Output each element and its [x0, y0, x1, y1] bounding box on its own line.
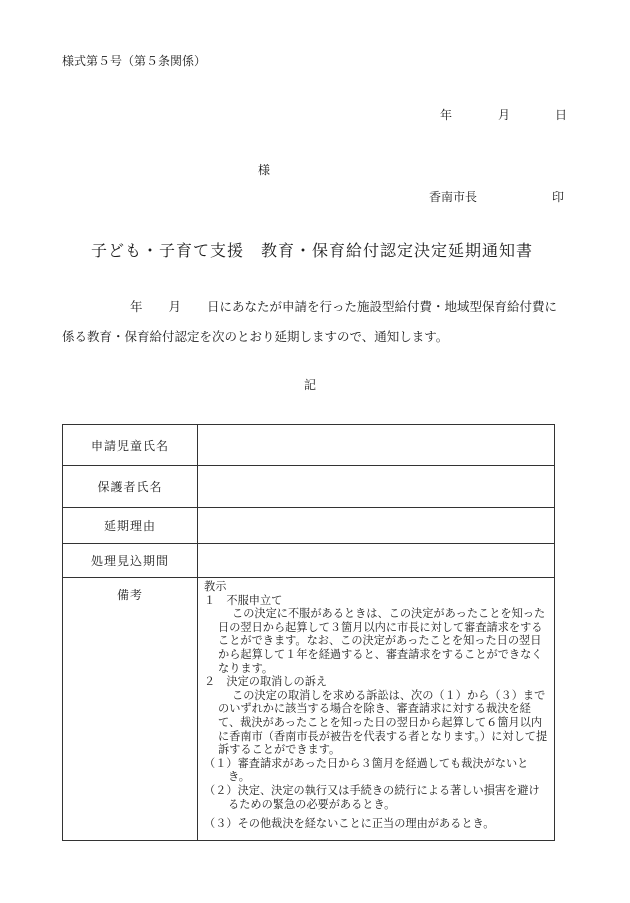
guardian-name-label: 保護者氏名 — [63, 466, 198, 508]
table-row — [63, 544, 555, 578]
section-2-body: この決定の取消しを求める訴訟は、次の（１）から（３）までのいずれかに該当する場合を除き、審査請求に対する裁決を経て、裁決があったことを知った日の翌日から起算して６箇月以内に香南市（香南市長が被告を代表する者となります。）に対して提訴することができます。 — [218, 688, 548, 757]
condition-item-2: （２）決定、決定の執行又は手続きの続行による著しい損害を避けるための緊急の必要があるとき。 — [204, 783, 540, 811]
section-2-title: ２ 決定の取消しの訴え — [204, 675, 328, 689]
document-title: 子ども・子育て支援 教育・保育給付認定決定延期通知書 — [91, 241, 534, 260]
form-number: 様式第５号（第５条関係） — [62, 54, 207, 68]
condition-item-3: （３）その他裁決を経ないことに正当の理由があるとき。 — [204, 817, 495, 831]
date-day-label: 日 — [555, 108, 568, 122]
date-month-label: 月 — [498, 108, 511, 122]
section-1-title: １ 不服申立て — [204, 593, 283, 607]
instructions-heading: 教示 — [204, 580, 227, 593]
issuer-name: 香南市長 — [429, 190, 478, 204]
table-row — [63, 508, 555, 544]
applicant-child-name-value — [198, 425, 555, 466]
seal-mark: 印 — [552, 190, 565, 204]
section-1-body: この決定に不服があるときは、この決定があったことを知った日の翌日から起算して３箇月以内に市長に対して審査請求をすることができます。なお、この決定があったことを知った日の翌日から起算して１年を経過すると、審査請求をすることができなくなります。 — [218, 607, 546, 675]
postponement-reason-label: 延期理由 — [63, 508, 198, 544]
intro-year-label: 年 — [130, 299, 143, 314]
remarks-content — [198, 578, 555, 841]
remarks-label: 備考 — [63, 578, 198, 841]
ki-heading: 記 — [304, 378, 317, 392]
intro-body: 日にあなたが申請を行った施設型給付費・地域型保育給付費に係る教育・保育給付認定を次のとおり延期しますので、通知します。 — [62, 299, 558, 344]
details-table — [62, 424, 555, 841]
table-row — [63, 466, 555, 508]
applicant-child-name-label: 申請児童氏名 — [63, 425, 198, 466]
addressee-suffix: 様 — [258, 163, 271, 177]
processing-period-label: 処理見込期間 — [63, 544, 198, 578]
condition-item-1: （１）審査請求があった日から３箇月を経過しても裁決がないとき。 — [204, 756, 529, 784]
table-row — [63, 578, 555, 841]
intro-paragraph — [62, 292, 568, 352]
guardian-name-value — [198, 466, 555, 508]
intro-month-label: 月 — [168, 299, 182, 314]
table-row — [63, 425, 555, 466]
date-year-label: 年 — [440, 108, 453, 122]
instructions-block — [198, 578, 554, 835]
processing-period-value — [198, 544, 555, 578]
postponement-reason-value — [198, 508, 555, 544]
